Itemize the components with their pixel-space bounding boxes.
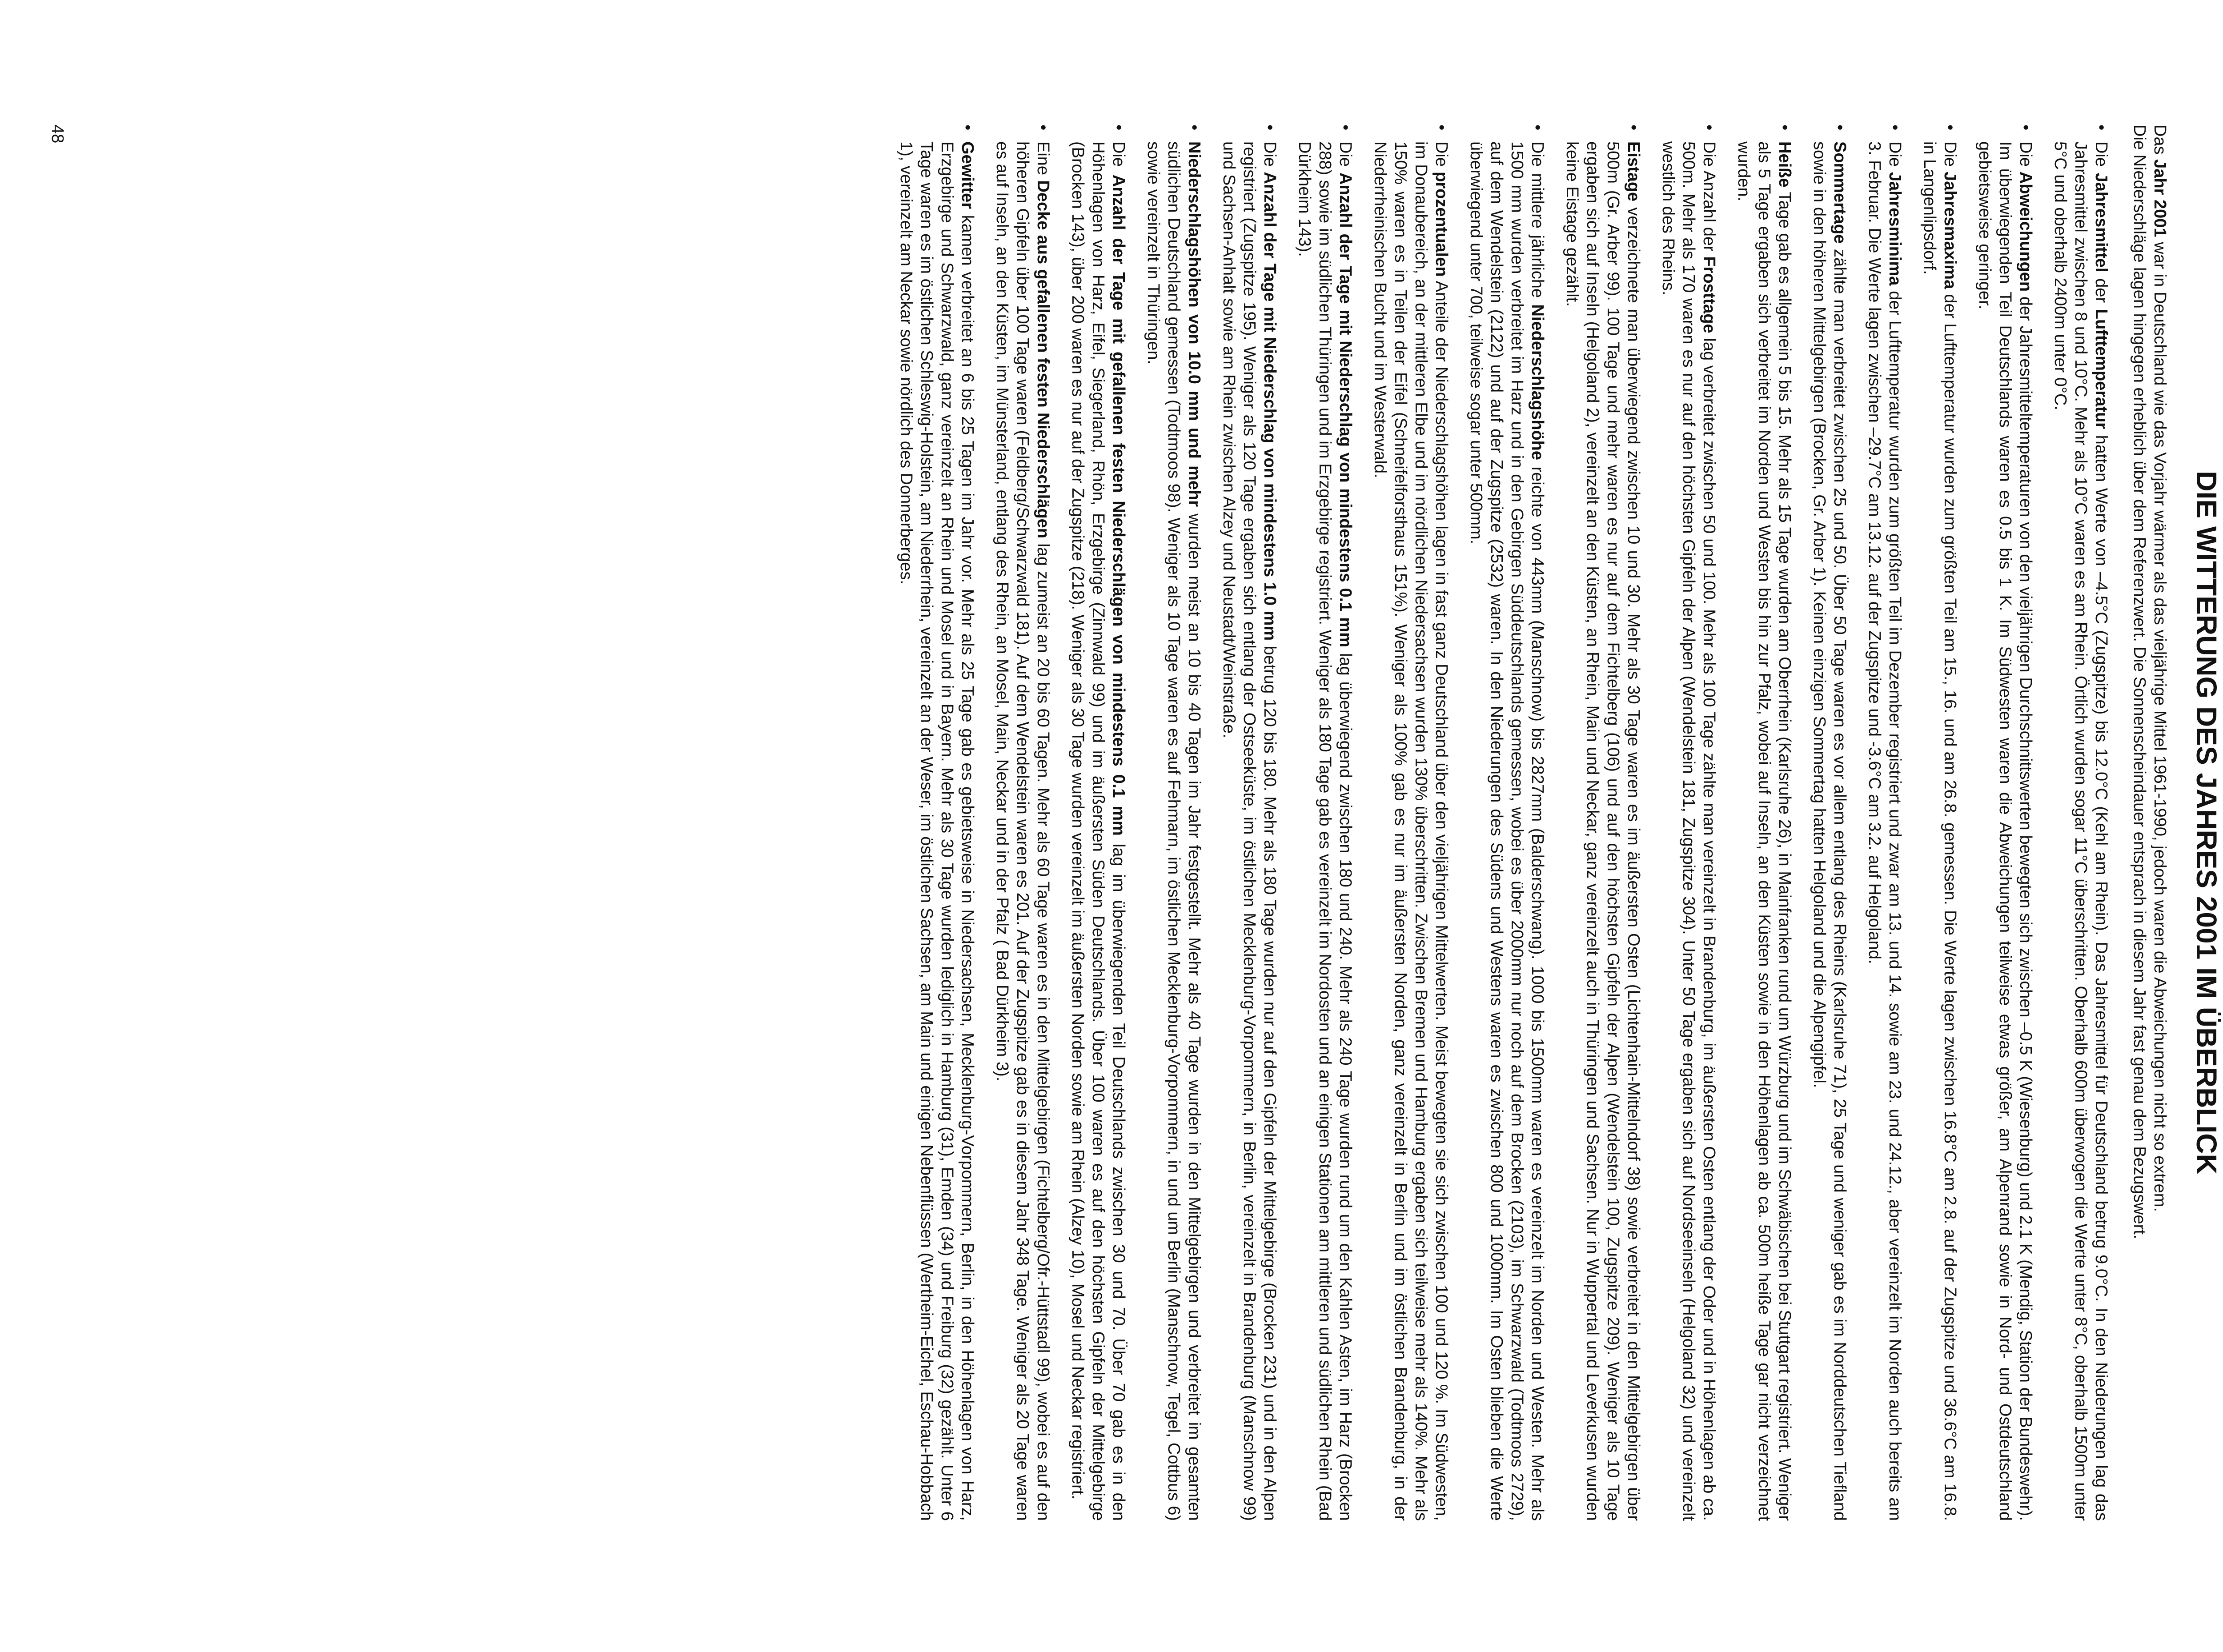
bullet-icon: • [1700,124,1718,131]
bullet-icon: • [1624,124,1643,131]
bullet-icon: • [958,124,977,131]
bullet-icon: • [1185,124,1204,131]
bullet-icon: • [1886,124,1904,131]
list-item: • Die Anzahl der Tage mit Niederschlag von mindestens 1.0 mm betrug 120 bis 180. Mehr als 180 Tage wurden nur auf den Gipfeln der Mittelgebirge (Brocken 231) und in den Alpen registriert (Zugspitze 195). Weniger als 120 Tage ergaben sich entlang der Ostseeküste, im östlichen Mecklenburg-Vorpommern, in Berlin, vereinzelt in Brandenburg (Manschnow 99) und Sachsen-Anhalt sowie am Rhein zwischen Alzey und Neustadt/Weinstraße. [1220,124,1279,1521]
list-item: • Die Jahresmaxima der Lufttemperatur wurden zum größten Teil am 15., 16. und am 26.8. gemessen. Die Werte lagen zwischen 16.8°C am 2.8. auf der Zugspitze und 36.6°C am 16.8. in Langenlipsdorf. [1920,124,1959,1521]
intro-line-2: Die Niederschläge lagen hingegen erheblich über dem Referenzwert. Die Sonnenscheindauer entsprach in diesem Jahr fast genau dem Bezugswert. [2130,124,2149,1239]
intro-line-1: Das Jahr 2001 war in Deutschland wie das Vorjahr wärmer als das vieljährige Mittel 1961-1990, jedoch waren die Abweichungen nicht so extrem. [2151,124,2169,1212]
bullet-icon: • [1775,124,1794,131]
list-item: • Eistage verzeichnete man überwiegend zwischen 10 und 30. Mehr als 30 Tage waren es im äußersten Osten (Lichtenhain-Mittelndorf 38) sowie verbreitet in den Mittelgebirgen über 500m (Gr. Arber 99). 100 Tage und mehr waren es nur auf dem Fichtelberg (106) und auf den höchsten Gipfeln der Alpen (Wendelstein 100, Zugspitze 209). Weniger als 10 Tage ergaben sich auf Inseln (Helgoland 2), vereinzelt an den Küsten, an Rhein, Main und Neckar, ganz vereinzelt auch in Thüringen und Sachsen. Nur in Wuppertal und Leverkusen wurden keine Eistage gezählt. [1563,124,1643,1521]
bullet-icon: • [1336,124,1355,131]
list-item: • Die mittlere jährliche Niederschlagshöhe reichte von 443mm (Manschnow) bis 2827mm (Balderschwang). 1000 bis 1500mm waren es vereinzelt im Norden und Westen. Mehr als 1500 mm wurden verbreitet im Harz und in den Gebirgen Süddeutschlands gemessen, wobei es über 2000mm nur noch auf dem Brocken (2103), im Schwarzwald (Todtmoos 2729), auf dem Wendelstein (2122) und auf der Zugspitze (2532) waren. In den Niederungen des Südens und Westens waren es zwischen 800 und 1000mm. Im Osten blieben die Werte überwiegend unter 700, teilweise sogar unter 500mm. [1467,124,1547,1521]
page-number: 48 [48,124,67,144]
intro-paragraph [2129,124,2170,1521]
bullet-icon: • [1034,124,1052,131]
bullet-list [896,124,2111,1521]
bullet-icon: • [1941,124,1959,131]
page-title: DIE WITTERUNG DES JAHRES 2001 IM ÜBERBLICK [2191,471,2223,1175]
list-item: • Sommertage zählte man verbreitet zwischen 25 und 50. Über 50 Tage waren es vor allem entlang des Rheins (Karlsruhe 71), 25 Tage und weniger gab es im Norddeutschen Tiefland sowie in den höheren Mittelgebirgen (Brocken, Gr. Arber 1). Keinen einzigen Sommertag hatten Helgoland und die Alpengipfel. [1810,124,1849,1521]
list-item: • Die Anzahl der Tage mit Niederschlag von mindestens 0.1 mm lag überwiegend zwischen 180 und 240. Mehr als 240 Tage wurden rund um den Kahlen Asten, im Harz (Brocken 288) sowie im südlichen Thüringen und im Erzgebirge registriert. Weniger als 180 Tage gab es vereinzelt im Nordosten und an einigen Stationen am mittleren und südlichen Rhein (Bad Dürkheim 143). [1295,124,1355,1521]
list-item: • Niederschlagshöhen von 10.0 mm und mehr wurden meist an 10 bis 40 Tagen im Jahr festgestellt. Mehr als 40 Tage wurden in den Mittelgebirgen und verbreitet im gesamten südlichen Deutschland gemessen (Todtmoos 98). Weniger als 10 Tage waren es auf Fehmarn, im östlichen Mecklenburg-Vorpommern, in und um Berlin (Manschnow, Tegel, Cottbus 6) sowie vereinzelt in Thüringen. [1144,124,1204,1521]
list-item: • Eine Decke aus gefallenen festen Niederschlägen lag zumeist an 20 bis 60 Tagen. Mehr als 60 Tage waren es in den Mittelgebirgen (Fichtelberg/Ofr.-Hüttstadl 99), wobei es auf den höheren Gipfeln über 100 Tage waren (Feldberg/Schwarzwald 181). Auf dem Wendelstein waren es 201. Auf der Zugspitze gab es in diesem Jahr 348 Tage. Weniger als 20 Tage waren es auf Inseln, an den Küsten, im Münsterland, entlang des Rhein, an Mosel, Main, Neckar und in der Pfalz ( Bad Dürkheim 3). [993,124,1052,1521]
list-item: • Die prozentualen Anteile der Niederschlagshöhen lagen in fast ganz Deutschland über den vieljährigen Mittelwerten. Meist bewegten sie sich zwischen 100 und 120 %. Im Südwesten, im Donaubereich, an der mittleren Elbe und im nördlichen Niedersachsen wurden 130% überschritten. Zwischen Bremen und Hamburg ergaben sich teilweise mehr als 140%. Mehr als 150% waren es in Teilen der Eifel (Schneifelforsthaus 151%). Weniger als 100% gab es nur im äußersten Norden, ganz vereinzelt in Berlin und im östlichen Brandenburg, in der Niederrheinischen Bucht und im Westerwald. [1371,124,1451,1521]
bullet-icon: • [1830,124,1849,131]
list-item: • Die Anzahl der Frosttage lag verbreitet zwischen 50 und 100. Mehr als 100 Tage zählte man vereinzelt in Brandenburg, im äußersten Osten entlang der Oder und in Höhenlagen ab ca. 500m. Mehr als 170 waren es nur auf den höchsten Gipfeln der Alpen (Wendelstein 181, Zugspitze 304). Unter 50 Tage ergaben sich auf Nordseeinseln (Helgoland 32) und vereinzelt westlich des Rheins. [1659,124,1718,1521]
bullet-icon: • [2092,124,2111,131]
bullet-icon: • [1260,124,1279,131]
list-item: • Die Jahresmittel der Lufttemperatur hatten Werte von –4.5°C (Zugspitze) bis 12.0°C (Kehl am Rhein). Das Jahresmittel für Deutschland betrug 9.0°C. In den Niederungen lag das Jahresmittel zwischen 8 und 10°C. Mehr als 10°C waren es am Rhein. Örtlich wurden sogar 11°C überschritten. Oberhalb 600m überwogen die Werte unter 8°C, oberhalb 1500m unter 5°C und oberhalb 2400m unter 0°C. [2051,124,2111,1521]
bullet-icon: • [2016,124,2035,131]
bullet-icon: • [1432,124,1451,131]
list-item: • Die Anzahl der Tage mit gefallenen festen Niederschlägen von mindestens 0.1 mm lag im überwiegenden Teil Deutschlands zwischen 30 und 70. Über 70 gab es in den Höhenlagen von Harz, Eifel, Siegerland, Rhön, Erzgebirge (Zinnwald 99) und im äußersten Süden Deutschlands. Über 100 waren es auf den höchsten Gipfeln der Mittelgebirge (Brocken 143), über 200 waren es nur auf der Zugspitze (218). Weniger als 30 Tage wurden vereinzelt im äußersten Norden sowie am Rhein (Alzey 10), Mosel und Neckar registriert. [1068,124,1128,1521]
list-item: • Gewitter kamen verbreitet an 6 bis 25 Tagen im Jahr vor. Mehr als 25 Tage gab es gebietsweise in Niedersachsen, Mecklenburg-Vorpommern, Berlin, in den Höhenlagen von Harz, Erzgebirge und Schwarzwald, ganz vereinzelt an Rhein und Mosel und in Bayern. Mehr als 30 Tage wurden lediglich in Hamburg (31), Emden (34) und Freiburg (32) gezählt. Unter 6 Tage waren es im östlichen Schleswig-Holstein, am Niederrhein, vereinzelt an der Weser, im östlichen Sachsen, am Main und einigen Nebenflüssen (Wertheim-Eichel, Eschau-Hobbach 1), vereinzelt am Neckar sowie nördlich des Donnerberges. [897,124,977,1521]
list-item: • Die Abweichungen der Jahresmitteltemperaturen von den vieljährigen Durchschnittswerten bewegten sich zwischen –0.5 K (Wiesenburg) und 2.1 K (Mendig, Station der Bundeswehr). Im überwiegenden Teil Deutschlands waren es 0.5 bis 1 K. Im Südwesten waren die Abweichungen teilweise etwas größer, am Alpenrand sowie in Nord- und Ostdeutschland gebietsweise geringer. [1975,124,2035,1521]
list-item: • Heiße Tage gab es allgemein 5 bis 15. Mehr als 15 Tage wurden am Oberrhein (Karlsruhe 26), in Mainfranken rund um Würzburg und im Schwäbischen bei Stuttgart registriert. Weniger als 5 Tage ergaben sich verbreitet im Norden und Westen bis hin zur Pfalz, wobei auf Inseln, an den Küsten sowie in den Höhenlagen ab ca. 500m heiße Tage gar nicht verzeichnet wurden. [1734,124,1794,1521]
bullet-icon: • [1109,124,1128,131]
bullet-icon: • [1528,124,1547,131]
list-item: • Die Jahresminima der Lufttemperatur wurden zum größten Teil im Dezember registriert und zwar am 13. und 14. sowie am 23. und 24.12., aber vereinzelt im Norden auch bereits am 3. Februar. Die Werte lagen zwischen –29.7°C am 13.12. auf der Zugspitze und -3.6°C am 3.2. auf Helgoland. [1865,124,1904,1521]
